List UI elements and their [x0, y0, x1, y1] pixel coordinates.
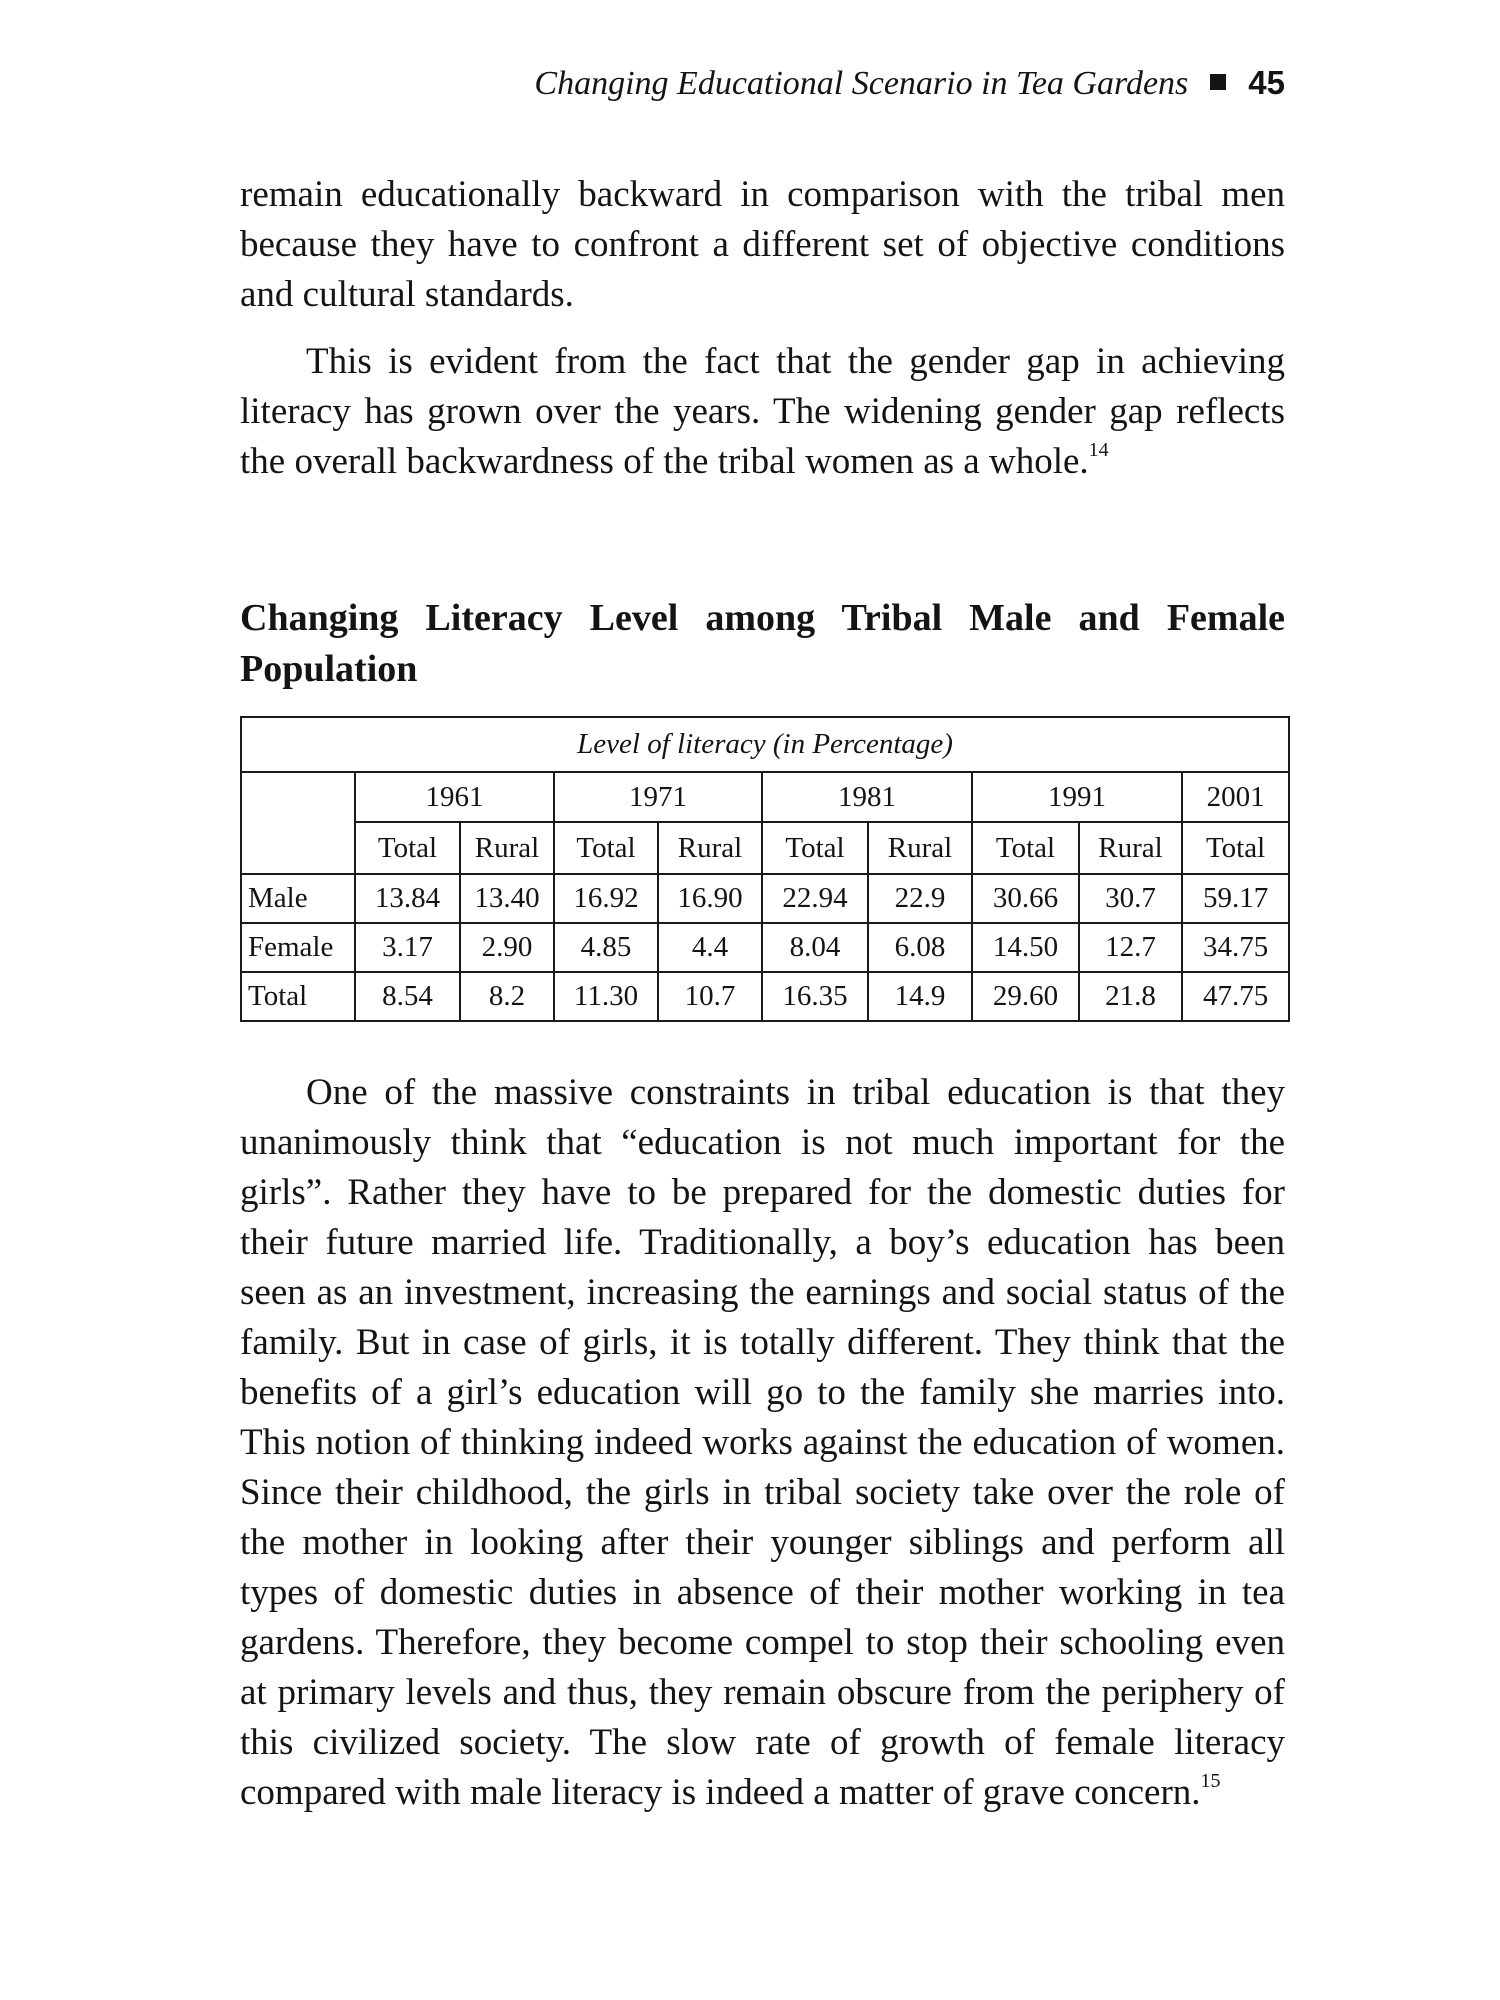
table-cell: 6.08 [868, 923, 972, 972]
year-1971: 1971 [554, 772, 762, 822]
table-caption: Level of literacy (in Percentage) [241, 717, 1289, 772]
subheader-cell: Rural [658, 822, 762, 874]
subheader-cell: Total [355, 822, 460, 874]
corner-cell [241, 772, 355, 874]
subheader-cell: Total [762, 822, 868, 874]
row-label: Total [241, 972, 355, 1021]
table-cell: 4.85 [554, 923, 658, 972]
subheader-cell: Total [1182, 822, 1289, 874]
running-head [240, 64, 1285, 103]
table-cell: 22.9 [868, 874, 972, 923]
footnote-ref-15: 15 [1200, 1769, 1221, 1792]
table-row-female [241, 923, 1289, 972]
subheader-cell: Total [554, 822, 658, 874]
table-cell: 4.4 [658, 923, 762, 972]
paragraph-1 [240, 170, 1285, 320]
table-cell: 2.90 [460, 923, 554, 972]
table-cell: 30.7 [1079, 874, 1182, 923]
table-cell: 10.7 [658, 972, 762, 1021]
table-cell: 16.35 [762, 972, 868, 1021]
table-cell: 3.17 [355, 923, 460, 972]
table-cell: 30.66 [972, 874, 1079, 923]
table-cell: 8.2 [460, 972, 554, 1021]
year-2001: 2001 [1182, 772, 1289, 822]
table-cell: 59.17 [1182, 874, 1289, 923]
table-cell: 14.50 [972, 923, 1079, 972]
table-cell: 11.30 [554, 972, 658, 1021]
table-cell: 29.60 [972, 972, 1079, 1021]
table-cell: 12.7 [1079, 923, 1182, 972]
year-1991: 1991 [972, 772, 1182, 822]
table-cell: 13.40 [460, 874, 554, 923]
year-header-row [241, 772, 1289, 822]
footnote-ref-14: 14 [1088, 438, 1109, 461]
table-cell: 8.54 [355, 972, 460, 1021]
table-cell: 14.9 [868, 972, 972, 1021]
row-label: Male [241, 874, 355, 923]
square-bullet-icon [1210, 74, 1226, 90]
table-cell: 16.92 [554, 874, 658, 923]
paragraph-2-text: This is evident from the fact that the gender gap in achieving literacy has grown over the years. The widening gender gap reflects the overall backwardness of the tribal women as a whole. [240, 341, 1285, 482]
paragraph-3-text: One of the massive constraints in tribal education is that they unanimously think that “education is not much important for the girls”. Rather they have to be prepared for the domestic duties for their future married life. Traditionally, a boy’s education has been seen as an investment, increasing the earnings and social status of the family. But in case of girls, it is totally different. They think that the benefits of a girl’s education will go to the family she marries into. This notion of thinking indeed works against the education of women. Since their childhood, the girls in tribal society take over the role of the mother in looking after their younger siblings and perform all types of domestic duties in absence of their mother working in tea gardens. Therefore, they become compel to stop their schooling even at primary levels and thus, they remain obscure from the periphery of this civilized society. The slow rate of growth of female literacy compared with male literacy is indeed a matter of grave concern. [240, 1072, 1285, 1813]
page-number: 45 [1248, 64, 1285, 101]
running-head-title: Changing Educational Scenario in Tea Gardens [534, 65, 1189, 102]
year-1981: 1981 [762, 772, 972, 822]
caption-row [241, 717, 1289, 772]
table-cell: 47.75 [1182, 972, 1289, 1021]
table-cell: 22.94 [762, 874, 868, 923]
table-cell: 13.84 [355, 874, 460, 923]
subheader-row [241, 822, 1289, 874]
subheader-cell: Rural [868, 822, 972, 874]
subheader-cell: Rural [1079, 822, 1182, 874]
paragraph-2 [240, 337, 1285, 487]
literacy-table [240, 716, 1290, 1022]
subheader-cell: Rural [460, 822, 554, 874]
table-row-male [241, 874, 1289, 923]
paragraph-1-text: remain educationally backward in comparison with the tribal men because they have to confront a different set of objective conditions and cultural standards. [240, 174, 1285, 315]
subheader-cell: Total [972, 822, 1079, 874]
row-label: Female [241, 923, 355, 972]
year-1961: 1961 [355, 772, 554, 822]
table-row-total [241, 972, 1289, 1021]
table-cell: 34.75 [1182, 923, 1289, 972]
table-cell: 8.04 [762, 923, 868, 972]
table-cell: 21.8 [1079, 972, 1182, 1021]
paragraph-3 [240, 1068, 1285, 1818]
section-heading: Changing Literacy Level among Tribal Male and Female Population [240, 597, 1285, 690]
table-cell: 16.90 [658, 874, 762, 923]
